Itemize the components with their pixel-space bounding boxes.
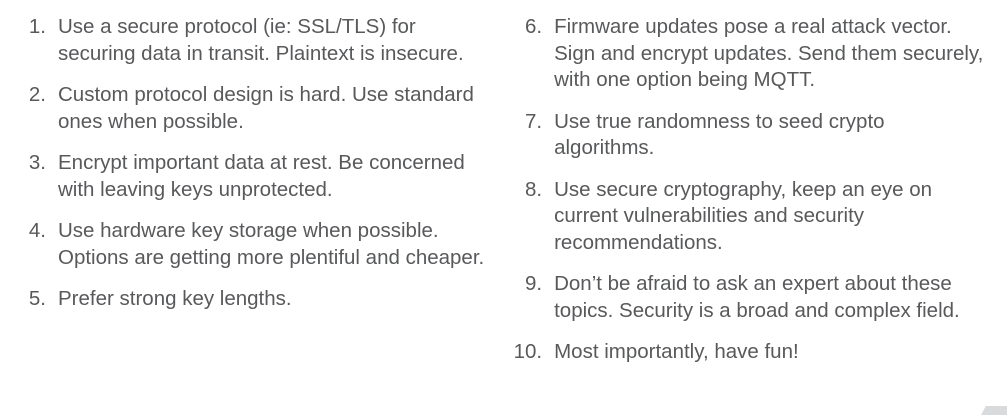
list-item-text: Firmware updates pose a real attack vector. Sign and encrypt updates. Send them securely, with one option being MQTT. (554, 15, 984, 91)
list-item-number: 4. (28, 219, 46, 242)
list-item-number: 2. (28, 83, 46, 106)
list-item-text: Encrypt important data at rest. Be concerned with leaving keys unprotected. (58, 151, 465, 201)
list-item-text: Use hardware key storage when possible. Options are getting more plentiful and cheaper. (58, 219, 485, 269)
list-item (18, 82, 486, 135)
list-item (510, 177, 989, 257)
list-item-text: Use true randomness to seed crypto algorithms. (554, 109, 885, 159)
list-item (510, 339, 989, 366)
list-item-text: Prefer strong key lengths. (58, 287, 292, 310)
numbered-list-left (18, 14, 486, 313)
list-item-number: 3. (28, 151, 46, 174)
list-item-number: 6. (524, 15, 543, 38)
list-item-text: Most importantly, have fun! (554, 340, 799, 363)
list-item (18, 150, 486, 203)
list-item-number: 1. (28, 15, 46, 38)
list-item-text: Custom protocol design is hard. Use standard ones when possible. (58, 83, 474, 133)
list-item-number: 5. (28, 287, 46, 310)
list-item (18, 14, 486, 67)
list-item-number: 10. (513, 340, 543, 363)
list-item (510, 271, 989, 324)
list-item-text: Use a secure protocol (ie: SSL/TLS) for securing data in transit. Plaintext is insecure. (58, 15, 464, 65)
list-item-text: Use secure cryptography, keep an eye on current vulnerabilities and security recommendations. (554, 177, 933, 254)
corner-decoration (981, 406, 1007, 415)
list-item (18, 286, 486, 313)
list-item-number: 7. (524, 109, 543, 133)
numbered-list-right (510, 14, 989, 366)
list-column-left (18, 14, 510, 328)
list-item (18, 218, 486, 271)
list-column-right (510, 14, 989, 381)
list-item-number: 9. (524, 272, 543, 295)
list-item-number: 8. (524, 177, 543, 201)
list-item (510, 14, 989, 94)
list-item (510, 109, 989, 162)
list-item-text: Don’t be afraid to ask an expert about these topics. Security is a broad and complex field. (554, 272, 960, 322)
